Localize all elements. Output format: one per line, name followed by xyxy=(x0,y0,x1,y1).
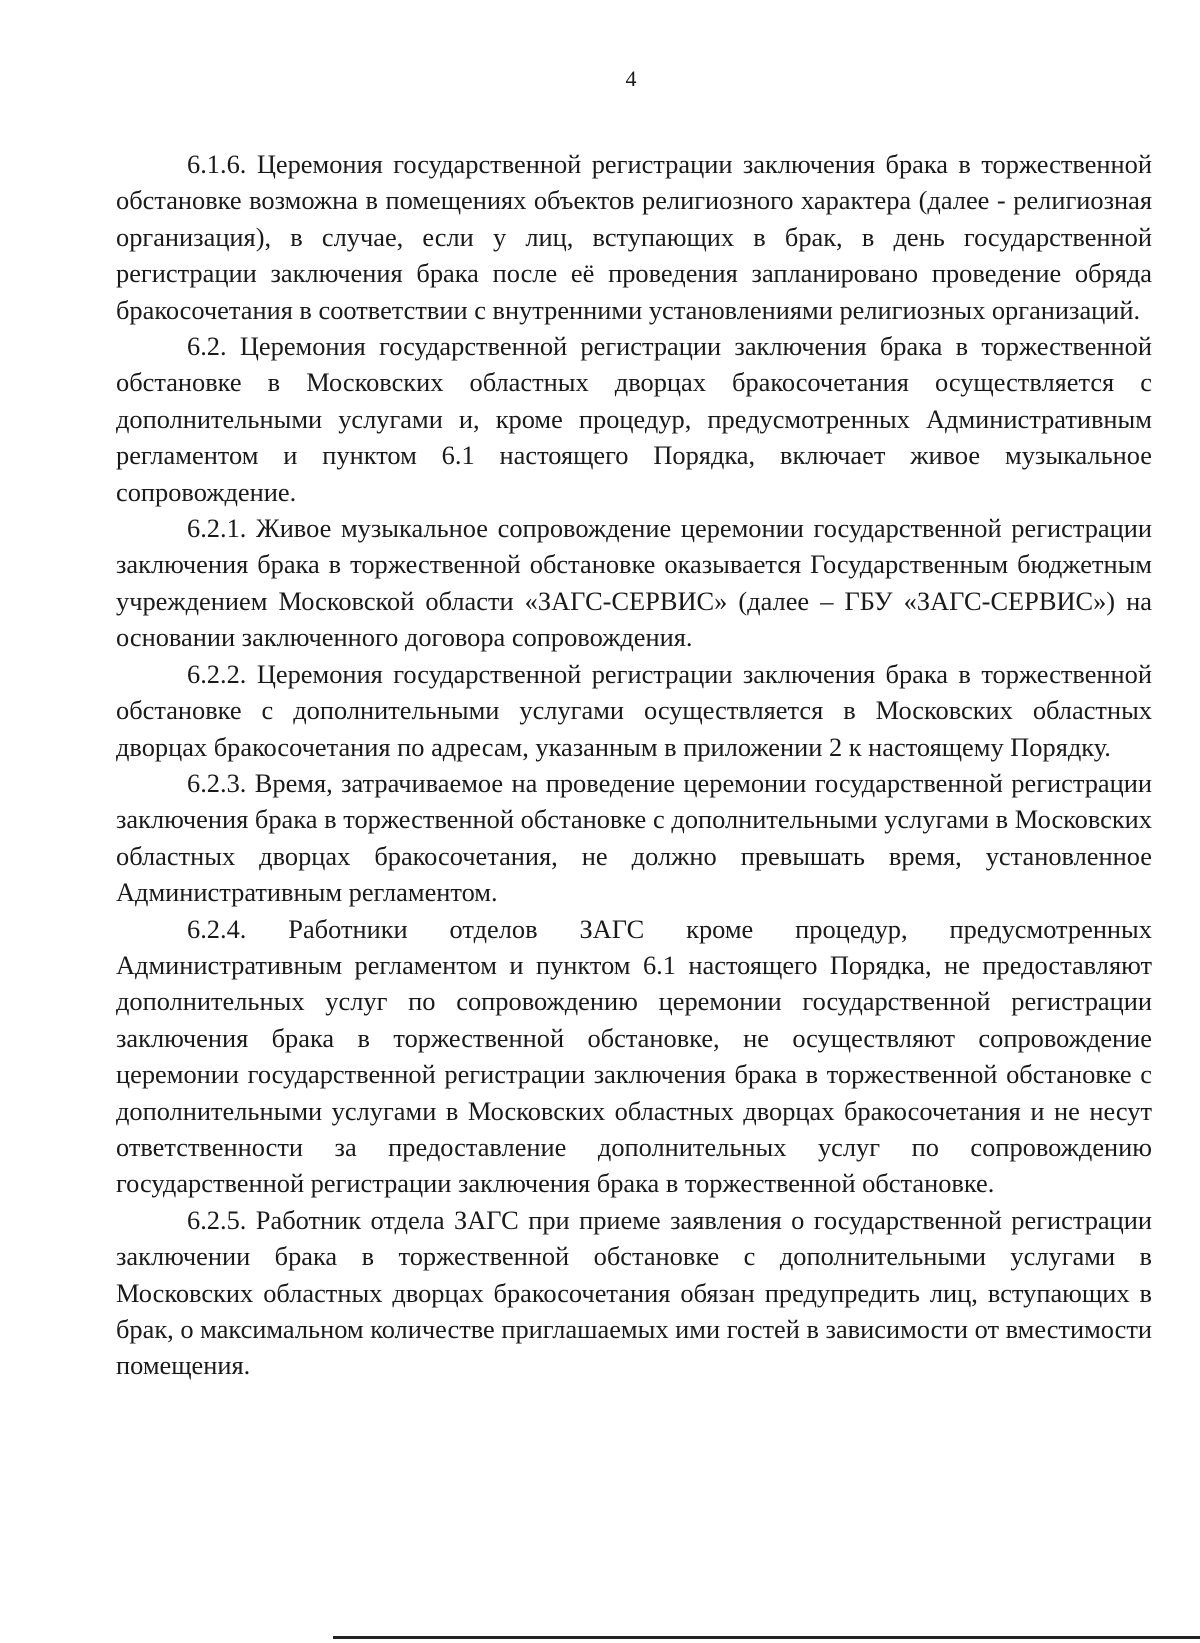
page-number: 4 xyxy=(625,66,637,91)
paragraph-6-2-5: 6.2.5. Работник отдела ЗАГС при приеме заявления о государственной регистрации заключении брака в торжественной обстановке с дополнительными услугами в Московских областных дворцах бракосочетания обязан предупредить лиц, вступающих в брак, о максимальном количестве приглашаемых ими гостей в зависимости от вместимости помещения. xyxy=(116,1204,1152,1381)
paragraph-6-1-6: 6.1.6. Церемония государственной регистрации заключения брака в торжественной обстановке возможна в помещениях объектов религиозного характера (далее - религиозная организация), в случае, если у лиц, вступающих в брак, в день государственной регистрации заключения брака после её проведения запланировано проведение обряда бракосочетания в соответствии с внутренними установлениями религиозных организаций. xyxy=(116,149,1152,325)
document-body xyxy=(116,146,1152,1384)
paragraph-6-2-3: 6.2.3. Время, затрачиваемое на проведение церемонии государственной регистрации заключения брака в торжественной обстановке с дополнительными услугами в Московских областных дворцах бракосочетания, не должно превышать время, установленное Административным регламентом. xyxy=(116,767,1152,908)
paragraph-6-2: 6.2. Церемония государственной регистрации заключения брака в торжественной обстановке в Московских областных дворцах бракосочетания осуществляется с дополнительными услугами и, кроме процедур, предусмотренных Административным регламентом и пунктом 6.1 настоящего Порядка, включает живое музыкальное сопровождение. xyxy=(116,331,1152,507)
paragraph-6-2-4: 6.2.4. Работники отделов ЗАГС кроме процедур, предусмотренных Административным регламентом и пунктом 6.1 настоящего Порядка, не предоставляют дополнительных услуг по сопровождению церемонии государственной регистрации заключения брака в торжественной обстановке, не осуществляют сопровождение церемонии государственной регистрации заключения брака в торжественной обстановке с дополнительными услугами в Московских областных дворцах бракосочетания и не несут ответственности за предоставление дополнительных услуг по сопровождению государственной регистрации заключения брака в торжественной обстановке. xyxy=(116,913,1152,1199)
paragraph-6-2-2: 6.2.2. Церемония государственной регистрации заключения брака в торжественной обстановке с дополнительными услугами осуществляется в Московских областных дворцах бракосочетания по адресам, указанным в приложении 2 к настоящему Порядку. xyxy=(116,658,1152,762)
paragraph-6-2-1: 6.2.1. Живое музыкальное сопровождение церемонии государственной регистрации заключения брака в торжественной обстановке оказывается Государственным бюджетным учреждением Московской области «ЗАГС-СЕРВИС» (далее – ГБУ «ЗАГС-СЕРВИС») на основании заключенного договора сопровождения. xyxy=(116,513,1152,653)
scan-edge-divider xyxy=(333,1636,1200,1639)
